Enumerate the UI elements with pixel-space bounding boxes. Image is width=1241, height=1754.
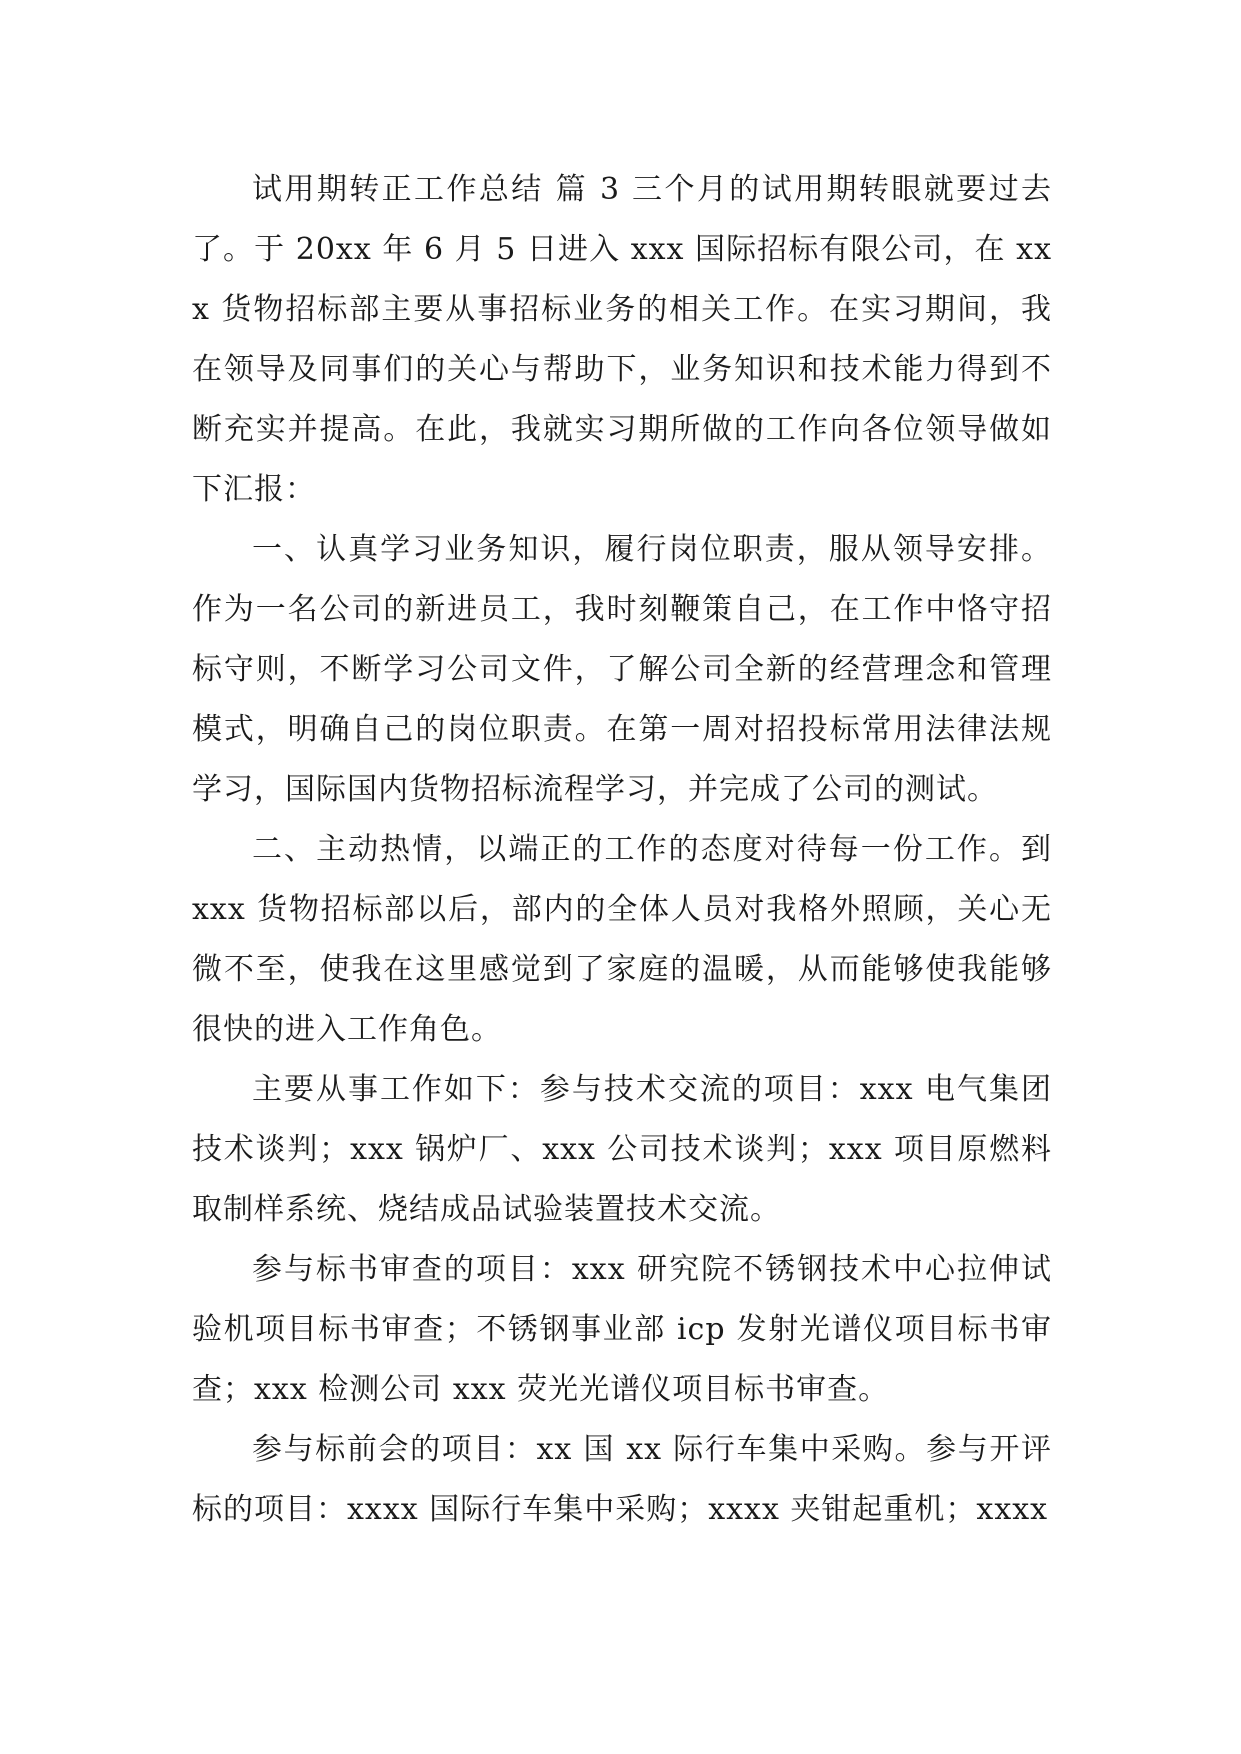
paragraph-intro: 试用期转正工作总结 篇 3 三个月的试用期转眼就要过去了。于 20xx 年 6 月 5 日进入 xxx 国际招标有限公司，在 xxx 货物招标部主要从事招标业务的相关工作。在实习期间，我在领导及同事们的关心与帮助下，业务知识和技术能力得到不断充实并提高。在此，我就实习期所做的工作向各位领导做如下汇报： — [192, 172, 1052, 507]
paragraph-bid-review: 参与标书审查的项目：xxx 研究院不锈钢技术中心拉伸试验机项目标书审查；不锈钢事业部 icp 发射光谱仪项目标书审查；xxx 检测公司 xxx 荧光光谱仪项目标书审查。 — [192, 1252, 1052, 1407]
paragraph-pre-bid-meeting: 参与标前会的项目：xx 国 xx 际行车集中采购。参与开评标的项目：xxxx 国际行车集中采购；xxxx 夹钳起重机；xxxx — [192, 1432, 1052, 1527]
paragraph-section-one: 一、认真学习业务知识，履行岗位职责，服从领导安排。作为一名公司的新进员工，我时刻鞭策自己，在工作中恪守招标守则，不断学习公司文件，了解公司全新的经营理念和管理模式，明确自己的岗位职责。在第一周对招投标常用法律法规学习，国际国内货物招标流程学习，并完成了公司的测试。 — [192, 532, 1052, 807]
document-body — [192, 160, 1052, 1540]
paragraph-main-work: 主要从事工作如下：参与技术交流的项目：xxx 电气集团技术谈判；xxx 锅炉厂、xxx 公司技术谈判；xxx 项目原燃料取制样系统、烧结成品试验装置技术交流。 — [192, 1072, 1052, 1227]
paragraph-section-two: 二、主动热情，以端正的工作的态度对待每一份工作。到 xxx 货物招标部以后，部内的全体人员对我格外照顾，关心无微不至，使我在这里感觉到了家庭的温暖，从而能够使我能够很快的进入工作角色。 — [192, 832, 1052, 1047]
